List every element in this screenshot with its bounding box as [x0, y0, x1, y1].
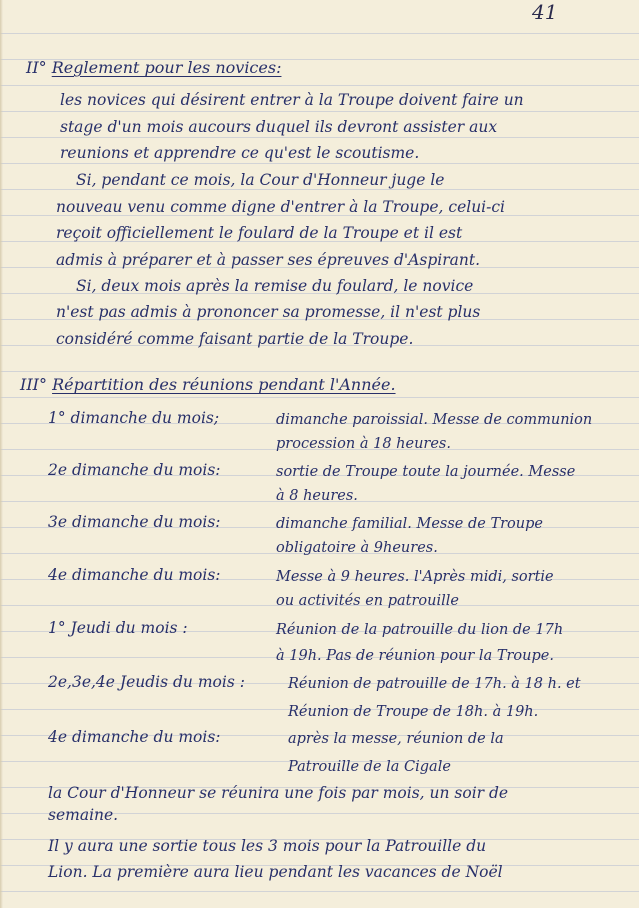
schedule-desc: dimanche familial. Messe de Troupe — [276, 516, 543, 532]
schedule-desc: sortie de Troupe toute la journée. Messe — [276, 464, 576, 480]
schedule-desc-cont: Patrouille de la Cigale — [288, 759, 451, 775]
schedule-desc-cont: procession à 18 heures. — [276, 436, 451, 452]
schedule-desc: Réunion de patrouille de 17h. à 18 h. et — [288, 676, 581, 692]
schedule-day: 1° Jeudi du mois : — [48, 619, 188, 637]
page-edge — [0, 0, 3, 908]
section-2-line: Si, pendant ce mois, la Cour d'Honneur juge le — [76, 171, 445, 189]
schedule-day: 3e dimanche du mois: — [48, 513, 221, 531]
schedule-desc-cont: obligatoire à 9heures. — [276, 540, 438, 556]
section-2-line: nouveau venu comme digne d'entrer à la Troupe, celui-ci — [56, 198, 506, 216]
section-3-title: Répartition des réunions pendant l'Année. — [52, 375, 396, 394]
closing-line: la Cour d'Honneur se réunira une fois par mois, un soir de — [48, 784, 509, 802]
schedule-day: 1° dimanche du mois; — [48, 409, 220, 427]
section-2-line: considéré comme faisant partie de la Troupe. — [56, 330, 414, 348]
section-2-line: stage d'un mois aucours duquel ils devront assister aux — [60, 118, 498, 136]
closing-line: Il y aura une sortie tous les 3 mois pour la Patrouille du — [48, 837, 487, 855]
section-2-title: Reglement pour les novices: — [51, 58, 282, 77]
section-2-heading — [26, 58, 281, 78]
section-2-numeral: II° — [26, 58, 47, 77]
schedule-desc: après la messe, réunion de la — [288, 731, 504, 747]
section-2-line: reunions et apprendre ce qu'est le scoutisme. — [60, 144, 420, 162]
section-2-line: Si, deux mois après la remise du foulard, le novice — [76, 277, 474, 295]
schedule-day: 2e,3e,4e Jeudis du mois : — [48, 673, 245, 691]
schedule-desc-cont: Réunion de Troupe de 18h. à 19h. — [288, 704, 539, 720]
closing-line: semaine. — [48, 806, 119, 824]
schedule-desc-cont: à 8 heures. — [276, 488, 358, 504]
page-number: 41 — [532, 0, 558, 24]
section-2-line: n'est pas admis à prononcer sa promesse, il n'est plus — [56, 303, 481, 321]
section-2-line: admis à préparer et à passer ses épreuves d'Aspirant. — [56, 251, 481, 269]
schedule-desc-cont: ou activités en patrouille — [276, 593, 459, 609]
closing-line: Lion. La première aura lieu pendant les vacances de Noël — [48, 863, 503, 881]
schedule-desc: Réunion de la patrouille du lion de 17h — [276, 622, 564, 638]
section-3-heading — [20, 375, 396, 395]
schedule-day: 4e dimanche du mois: — [48, 728, 221, 746]
section-2-line: reçoit officiellement le foulard de la Troupe et il est — [56, 224, 463, 242]
section-3-numeral: III° — [20, 375, 47, 394]
section-2-line: les novices qui désirent entrer à la Troupe doivent faire un — [60, 91, 524, 109]
schedule-desc-cont: à 19h. Pas de réunion pour la Troupe. — [276, 648, 554, 664]
schedule-desc: Messe à 9 heures. l'Après midi, sortie — [276, 569, 554, 585]
schedule-day: 4e dimanche du mois: — [48, 566, 221, 584]
schedule-day: 2e dimanche du mois: — [48, 461, 221, 479]
schedule-desc: dimanche paroissial. Messe de communion — [276, 412, 593, 428]
